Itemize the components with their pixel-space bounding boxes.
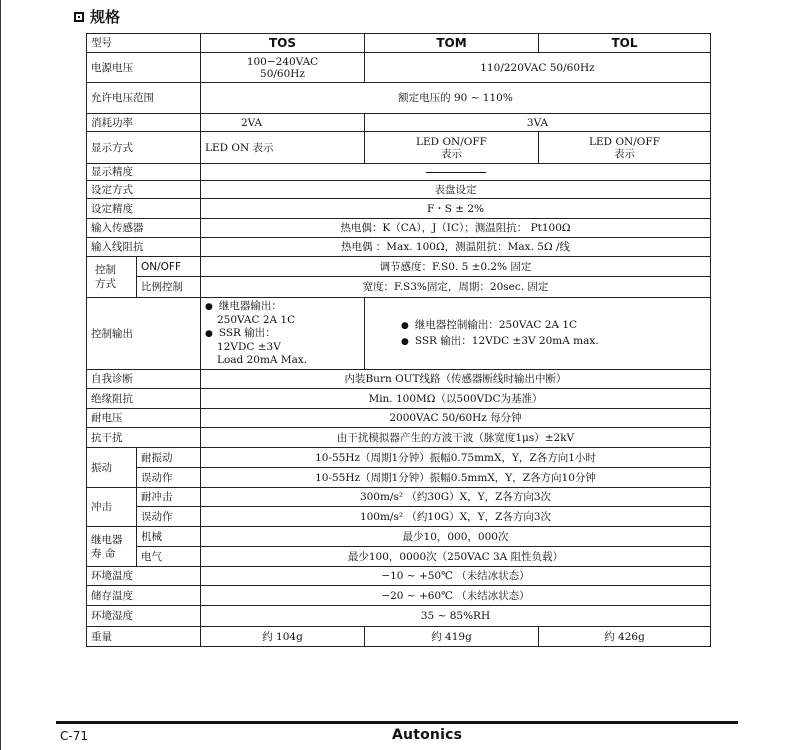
label-line: 继电器 bbox=[91, 533, 123, 546]
sub-label: 误动作 bbox=[137, 507, 201, 527]
row-label: 设定方式 bbox=[87, 181, 201, 199]
table-row bbox=[87, 448, 711, 468]
model-label: 型号 bbox=[87, 34, 201, 53]
cell-value: 热电偶：K（CA），J（IC）；测温阻抗： Pt100Ω bbox=[201, 219, 711, 238]
list-item bbox=[205, 327, 360, 341]
table-row bbox=[87, 428, 711, 448]
row-label: 环境温度 bbox=[87, 567, 201, 586]
table-row bbox=[87, 132, 711, 164]
row-label: 自我诊断 bbox=[87, 370, 201, 389]
table-row bbox=[87, 83, 711, 114]
list-item bbox=[401, 334, 706, 350]
cell-value bbox=[201, 53, 365, 83]
cell-value: 宽度：F.S3%固定，周期：20sec. 固定 bbox=[201, 277, 711, 298]
cell-value: 约 104g bbox=[201, 627, 365, 647]
table-row bbox=[87, 164, 711, 181]
row-label bbox=[87, 257, 137, 298]
table-row bbox=[87, 199, 711, 219]
item-text: Load 20mA Max. bbox=[217, 354, 308, 366]
cell-value: 约 426g bbox=[539, 627, 711, 647]
table-row bbox=[87, 567, 711, 586]
cell-line: 表示 bbox=[614, 147, 635, 160]
table-row bbox=[87, 627, 711, 647]
section-heading bbox=[74, 6, 120, 27]
sub-label: 比例控制 bbox=[137, 277, 201, 298]
table-row bbox=[87, 527, 711, 547]
dash-line bbox=[426, 172, 486, 173]
cell-value: 2VA bbox=[201, 114, 365, 132]
cell-value: 约 419g bbox=[365, 627, 539, 647]
cell-value: 100m/s² （约10G）X，Y，Z各方向3次 bbox=[201, 507, 711, 527]
brand-logo: Autonics bbox=[392, 727, 463, 743]
cell-value: −20 ~ +60℃ （未结冰状态） bbox=[201, 586, 711, 606]
table-row bbox=[87, 468, 711, 488]
table-row bbox=[87, 606, 711, 627]
cell-value bbox=[365, 132, 539, 164]
row-label: 绝缘阻抗 bbox=[87, 389, 201, 409]
cell-value bbox=[201, 164, 711, 181]
model-tom: TOM bbox=[365, 34, 539, 53]
table-row bbox=[87, 257, 711, 277]
label-line: 方式 bbox=[95, 278, 116, 290]
cell-value: 2000VAC 50/60Hz 每分钟 bbox=[201, 409, 711, 428]
row-label: 环境湿度 bbox=[87, 606, 201, 627]
cell-value: 调节感度：F.S0. 5 ±0.2% 固定 bbox=[201, 257, 711, 277]
cell-line: 50/60Hz bbox=[260, 67, 305, 80]
label-line: 控制 bbox=[95, 264, 116, 276]
table-row bbox=[87, 34, 711, 53]
table-row bbox=[87, 219, 711, 238]
cell-value bbox=[365, 298, 711, 370]
table-row bbox=[87, 114, 711, 132]
cell-value: 35 ~ 85%RH bbox=[201, 606, 711, 627]
cell-value: 由干扰模拟器产生的方波干波（脉宽度1μs）±2kV bbox=[201, 428, 711, 448]
row-label: 重量 bbox=[87, 627, 201, 647]
row-label: 控制输出 bbox=[87, 298, 201, 370]
page-edge-rule bbox=[0, 0, 1, 750]
row-label: 消耗功率 bbox=[87, 114, 201, 132]
item-text: 继电器控制输出：250VAC 2A 1C bbox=[414, 318, 578, 331]
page-number: C-71 bbox=[60, 729, 88, 743]
label-line: 寿 命 bbox=[91, 547, 116, 560]
table-row bbox=[87, 370, 711, 389]
spec-table bbox=[86, 33, 711, 647]
row-label: 电源电压 bbox=[87, 53, 201, 83]
sub-label: 耐冲击 bbox=[137, 488, 201, 507]
table-row bbox=[87, 389, 711, 409]
footer-rule bbox=[56, 721, 738, 724]
cell-line: 100−240VAC bbox=[246, 55, 319, 68]
table-row bbox=[87, 547, 711, 567]
cell-value: 10-55Hz（周期1分钟）振幅0.5mmX，Y，Z各方向10分钟 bbox=[201, 468, 711, 488]
cell-value: 最少10，000，000次 bbox=[201, 527, 711, 547]
item-text: 继电器输出： bbox=[218, 300, 282, 312]
cell-value: 最少100，0000次（250VAC 3A 阻性负载） bbox=[201, 547, 711, 567]
cell-line: LED ON/OFF bbox=[416, 135, 487, 148]
item-text: SSR 输出：12VDC ±3V 20mA max. bbox=[414, 334, 599, 347]
cell-value: 热电偶 ：Max. 100Ω，测温阻抗：Max. 5Ω /线 bbox=[201, 238, 711, 257]
sub-label: 机械 bbox=[137, 527, 201, 547]
cell-value: Min. 100MΩ（以500VDC为基准） bbox=[201, 389, 711, 409]
table-row bbox=[87, 277, 711, 298]
cell-line: 表示 bbox=[441, 147, 462, 160]
table-row bbox=[87, 181, 711, 199]
table-row bbox=[87, 507, 711, 527]
table-row bbox=[87, 409, 711, 428]
cell-value: 10-55Hz（周期1分钟）振幅0.75mmX，Y，Z各方向1小时 bbox=[201, 448, 711, 468]
cell-value: 110/220VAC 50/60Hz bbox=[365, 53, 711, 83]
list-item bbox=[401, 318, 706, 334]
row-label: 储存温度 bbox=[87, 586, 201, 606]
model-tol: TOL bbox=[539, 34, 711, 53]
item-text: 12VDC ±3V bbox=[217, 341, 281, 353]
table-row bbox=[87, 53, 711, 83]
cell-value: LED ON 表示 bbox=[201, 132, 365, 164]
row-label: 冲击 bbox=[87, 488, 137, 527]
cell-line: LED ON/OFF bbox=[589, 135, 660, 148]
table-row bbox=[87, 238, 711, 257]
cell-value: −10 ~ +50℃ （未结冰状态） bbox=[201, 567, 711, 586]
sub-label: 耐振动 bbox=[137, 448, 201, 468]
cell-value bbox=[201, 298, 365, 370]
row-label: 振动 bbox=[87, 448, 137, 488]
row-label: 输入线阻抗 bbox=[87, 238, 201, 257]
row-label: 输入传感器 bbox=[87, 219, 201, 238]
model-tos: TOS bbox=[201, 34, 365, 53]
row-label bbox=[87, 527, 137, 567]
list-item bbox=[205, 300, 360, 314]
square-bullet-icon bbox=[74, 12, 84, 22]
cell-value: 内装Burn OUT线路（传感器断线时输出中断） bbox=[201, 370, 711, 389]
table-row bbox=[87, 488, 711, 507]
item-text: SSR 输出： bbox=[218, 327, 276, 339]
cell-value: F・S ± 2% bbox=[201, 199, 711, 219]
sub-label: 电气 bbox=[137, 547, 201, 567]
sub-label: 误动作 bbox=[137, 468, 201, 488]
cell-value: 3VA bbox=[365, 114, 711, 132]
row-label: 设定精度 bbox=[87, 199, 201, 219]
row-label: 显示方式 bbox=[87, 132, 201, 164]
cell-value bbox=[539, 132, 711, 164]
cell-value: 额定电压的 90 ~ 110% bbox=[201, 83, 711, 114]
item-text: 250VAC 2A 1C bbox=[217, 314, 296, 326]
table-row bbox=[87, 298, 711, 370]
sub-label: ON/OFF bbox=[137, 257, 201, 277]
section-heading-text: 规格 bbox=[90, 8, 121, 26]
table-row bbox=[87, 586, 711, 606]
row-label: 耐电压 bbox=[87, 409, 201, 428]
row-label: 抗干扰 bbox=[87, 428, 201, 448]
row-label: 允许电压范围 bbox=[87, 83, 201, 114]
cell-value: 300m/s² （约30G）X，Y，Z各方向3次 bbox=[201, 488, 711, 507]
row-label: 显示精度 bbox=[87, 164, 201, 181]
cell-value: 表盘设定 bbox=[201, 181, 711, 199]
